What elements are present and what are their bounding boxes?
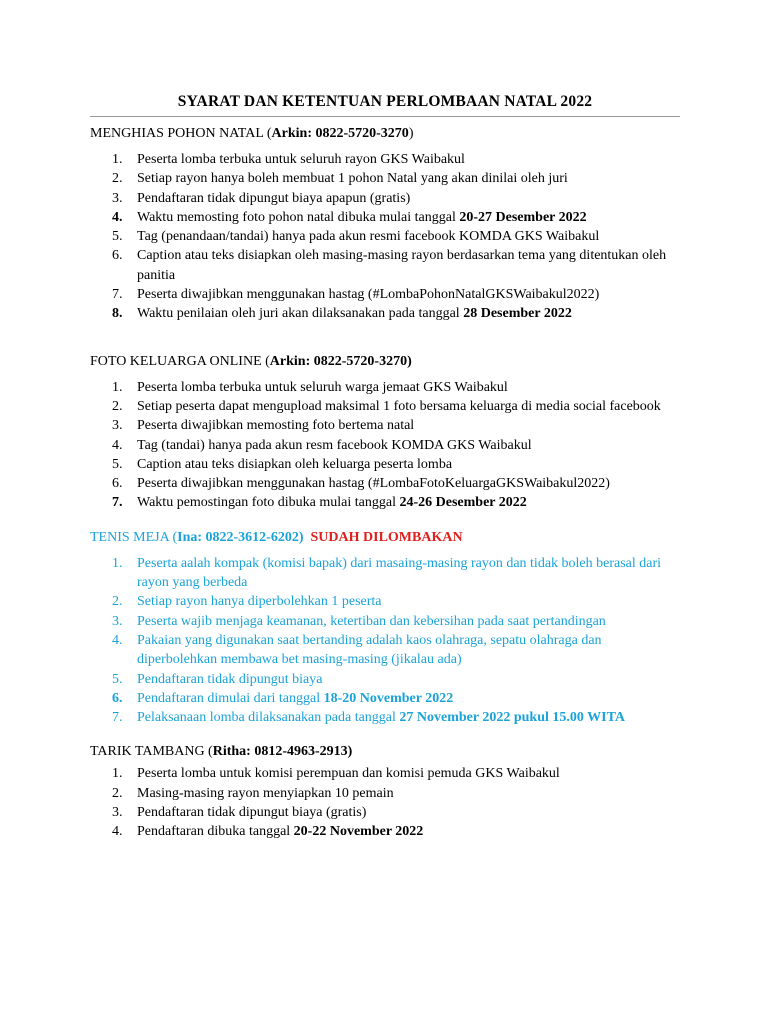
list-item: 6. Peserta diwajibkan menggunakan hastag (#LombaFotoKeluargaGKSWaibakul2022) — [112, 476, 610, 492]
list-item: 4. Pakaian yang digunakan saat bertanding adalah kaos olahraga, sepatu olahraga dan diperbolehkan membawa bet masing-masing (jikalau ada) — [112, 632, 602, 668]
list-item: 7. Peserta diwajibkan menggunakan hastag (#LombaPohonNatalGKSWaibakul2022) — [112, 287, 600, 303]
list-item: 8. Waktu penilaian oleh juri akan dilaksanakan pada tanggal 28 Desember 2022 — [112, 306, 572, 322]
document-title: SYARAT DAN KETENTUAN PERLOMBAAN NATAL 2022 — [177, 93, 593, 110]
section-heading: TARIK TAMBANG (Ritha: 0812-4963-2913) — [90, 744, 353, 760]
list-item: 3. Peserta diwajibkan memosting foto bertema natal — [112, 418, 415, 434]
list-item: 3. Pendaftaran tidak dipungut biaya (gratis) — [112, 805, 367, 821]
section-heading: TENIS MEJA (Ina: 0822-3612-6202) SUDAH DILOMBAKAN — [90, 529, 463, 545]
section-tenis-meja — [90, 528, 680, 728]
contact: Arkin: 0822-5720-3270) — [269, 353, 412, 369]
list-item: 1. Peserta lomba untuk komisi perempuan dan komisi pemuda GKS Waibakul — [112, 766, 560, 782]
section-foto-keluarga-online — [90, 352, 680, 513]
section-tarik-tambang — [90, 742, 680, 841]
list-item: 4. Waktu memosting foto pohon natal dibuka mulai tanggal 20-27 Desember 2022 — [112, 209, 587, 225]
section-heading: MENGHIAS POHON NATAL (Arkin: 0822-5720-3270) — [90, 126, 414, 141]
list-item: 2. Setiap rayon hanya boleh membuat 1 pohon Natal yang akan dinilai oleh juri — [112, 171, 568, 187]
rules-list — [90, 150, 680, 324]
list-item: 2. Masing-masing rayon menyiapkan 10 pemain — [112, 785, 394, 801]
section-heading: FOTO KELUARGA ONLINE (Arkin: 0822-5720-3270) — [90, 353, 412, 369]
list-item: 7. Waktu pemostingan foto dibuka mulai tanggal 24-26 Desember 2022 — [112, 495, 527, 511]
list-item: 4. Pendaftaran dibuka tanggal 20-22 November 2022 — [112, 824, 424, 840]
document-page — [90, 92, 680, 842]
section-menghias-pohon-natal — [90, 124, 680, 324]
list-item: 3. Pendaftaran tidak dipungut biaya apapun (gratis) — [112, 190, 411, 206]
contact: Ritha: 0812-4963-2913) — [212, 744, 353, 760]
rules-list — [90, 554, 680, 728]
list-item: 2. Setiap rayon hanya diperbolehkan 1 peserta — [112, 594, 382, 610]
list-item: 5. Tag (penandaan/tandai) hanya pada akun resmi facebook KOMDA GKS Waibakul — [112, 229, 600, 245]
list-item: 1. Peserta lomba terbuka untuk seluruh rayon GKS Waibakul — [112, 152, 465, 167]
list-item: 1. Peserta lomba terbuka untuk seluruh warga jemaat GKS Waibakul — [112, 379, 508, 395]
list-item: 4. Tag (tandai) hanya pada akun resm facebook KOMDA GKS Waibakul — [112, 437, 532, 453]
list-item: 5. Pendaftaran tidak dipungut biaya — [112, 671, 323, 687]
status-badge: SUDAH DILOMBAKAN — [310, 529, 463, 545]
rules-list — [90, 378, 680, 513]
list-item: 6. Pendaftaran dimulai dari tanggal 18-20 November 2022 — [112, 690, 454, 706]
list-item: 3. Peserta wajib menjaga keamanan, ketertiban dan kebersihan pada saat pertandingan — [112, 613, 606, 629]
contact: Arkin: 0822-5720-3270 — [271, 126, 409, 141]
list-item: 7. Pelaksanaan lomba dilaksanakan pada tanggal 27 November 2022 pukul 15.00 WITA — [112, 710, 625, 726]
list-item: 1. Peserta aalah kompak (komisi bapak) dari masaing-masing rayon dan tidak boleh berasal dari rayon yang berbeda — [112, 555, 662, 591]
contact: Ina: 0822-3612-6202) — [177, 529, 304, 545]
list-item: 6. Caption atau teks disiapkan oleh masing-masing rayon berdasarkan tema yang ditentukan oleh panitia — [112, 248, 667, 283]
list-item: 2. Setiap peserta dapat mengupload maksimal 1 foto bersama keluarga di media social facebook — [112, 398, 661, 414]
list-item: 5. Caption atau teks disiapkan oleh keluarga peserta lomba — [112, 456, 453, 472]
title-divider — [90, 116, 680, 117]
rules-list — [90, 764, 680, 841]
